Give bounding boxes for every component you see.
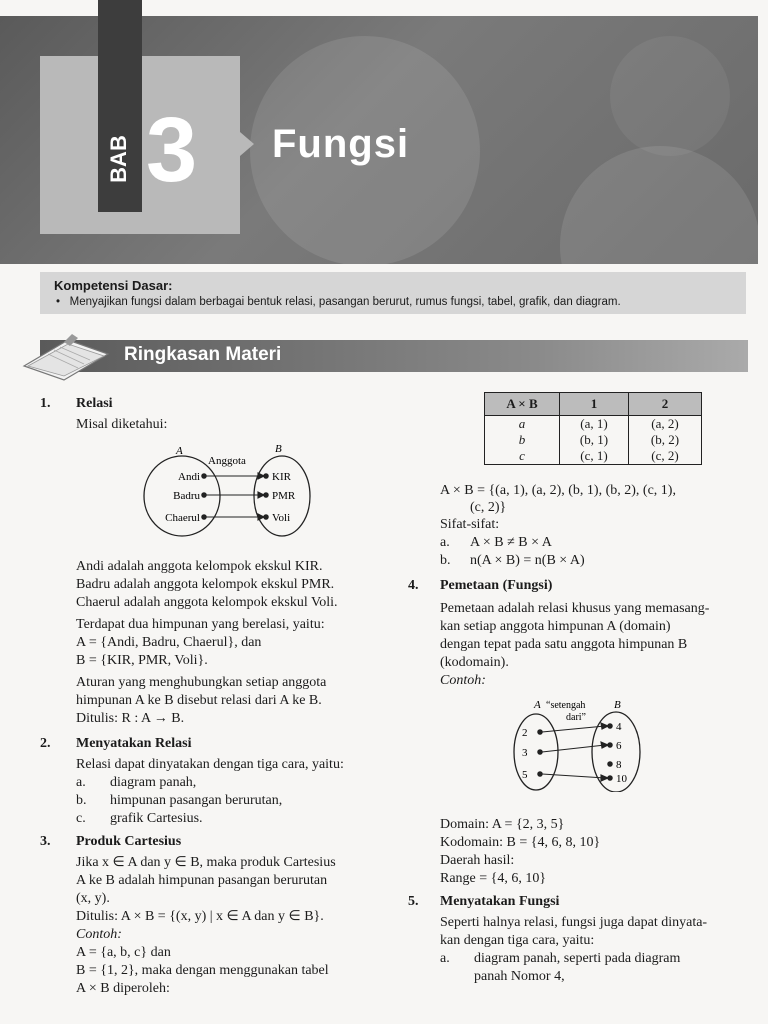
table-header: 1 [560, 393, 629, 416]
set-a-item: Chaerul [165, 512, 200, 524]
paragraph-line: A = {a, b, c} dan [76, 945, 171, 960]
section-3-title: Produk Cartesius [76, 834, 182, 849]
mapping-caption: dari” [566, 712, 586, 723]
set-b-item: PMR [272, 490, 296, 502]
paragraph-line: B = {1, 2}, maka dengan menggunakan tabel [76, 963, 329, 978]
set-a-item: Badru [173, 490, 200, 502]
table-row [485, 416, 702, 465]
diagram-arrow-label: Anggota [208, 455, 246, 467]
paragraph-line: Chaerul adalah anggota kelompok ekskul Voli. [76, 595, 338, 610]
paragraph-line: A × B diperoleh: [76, 981, 170, 996]
set-a-item: Andi [178, 471, 200, 483]
list-marker: a. [76, 775, 86, 790]
list-marker: b. [440, 553, 451, 568]
mapping-b-label: B [614, 699, 621, 711]
list-marker: a. [440, 535, 450, 550]
set-a-ellipse [514, 714, 558, 790]
chapter-title: Fungsi [272, 122, 410, 166]
set-b-item: 6 [616, 740, 622, 752]
axb-result: (c, 2)} [470, 500, 507, 515]
table-header-row [485, 393, 702, 416]
table-header: 2 [629, 393, 702, 416]
list-item: n(A × B) = n(B × A) [470, 553, 585, 568]
paragraph-line: A ke B adalah himpunan pasangan berurutan [76, 873, 328, 888]
contoh-label: Contoh: [76, 927, 122, 942]
section-5-number: 5. [408, 894, 419, 909]
list-item: himpunan pasangan berurutan, [110, 793, 283, 808]
section-1-title: Relasi [76, 396, 113, 411]
paragraph-line: kan dengan tiga cara, yaitu: [440, 933, 595, 948]
paragraph-line: Terdapat dua himpunan yang berelasi, yaitu: [76, 617, 325, 632]
paragraph-line: Jika x ∈ A dan y ∈ B, maka produk Cartesius [76, 855, 336, 870]
kompetensi-item: • Menyajikan fungsi dalam berbagai bentuk relasi, pasangan berurut, rumus fungsi, tabel, grafik, dan diagram. [56, 296, 621, 308]
paragraph-line: Andi adalah anggota kelompok ekskul KIR. [76, 559, 323, 574]
contoh-label: Contoh: [440, 673, 486, 688]
set-b-item: 8 [616, 759, 622, 771]
set-b-item: 4 [616, 721, 622, 733]
set-b-item: KIR [272, 471, 291, 483]
paragraph-line: Aturan yang menghubungkan setiap anggota [76, 675, 327, 690]
paragraph-line: (kodomain). [440, 655, 509, 670]
chapter-arrow [240, 132, 254, 156]
paragraph-line: A = {Andi, Badru, Chaerul}, dan [76, 635, 262, 650]
set-a-item: 3 [522, 747, 528, 759]
section-2-number: 2. [40, 736, 51, 751]
kompetensi-title: Kompetensi Dasar: [54, 278, 173, 293]
cartesian-table [484, 392, 702, 465]
paragraph-line: Daerah hasil: [440, 853, 515, 868]
paragraph-line: Ditulis: A × B = {(x, y) | x ∈ A dan y ∈ B}. [76, 909, 324, 924]
paragraph-line: Relasi dapat dinyatakan dengan tiga cara, yaitu: [76, 757, 344, 772]
paragraph-line: Range = {4, 6, 10} [440, 871, 547, 886]
set-a-item: 5 [522, 769, 528, 781]
list-item: diagram panah, [110, 775, 197, 790]
list-marker: b. [76, 793, 87, 808]
book-icon [18, 332, 114, 382]
diagram-b-label: B [275, 443, 282, 455]
paragraph-line: (x, y). [76, 891, 110, 906]
list-item: grafik Cartesius. [110, 811, 203, 826]
kompetensi-box [40, 272, 746, 314]
section-1-intro: Misal diketahui: [76, 417, 168, 432]
list-marker: a. [440, 951, 450, 966]
paragraph-line: Pemetaan adalah relasi khusus yang memasang- [440, 601, 710, 616]
section-4-number: 4. [408, 578, 419, 593]
set-b-item: 10 [616, 773, 627, 785]
paragraph-line: himpunan A ke B disebut relasi dari A ke B. [76, 693, 322, 708]
list-item: A × B ≠ B × A [470, 535, 552, 550]
section-title: Ringkasan Materi [124, 344, 282, 365]
diagram-a-label: A [176, 445, 183, 457]
table-cell: a b c [485, 416, 560, 465]
table-cell: (a, 2) (b, 2) (c, 2) [629, 416, 702, 465]
paragraph-line: Badru adalah anggota kelompok ekskul PMR. [76, 577, 335, 592]
list-item: panah Nomor 4, [474, 969, 565, 984]
paragraph-line: kan setiap anggota himpunan A (domain) [440, 619, 671, 634]
relation-diagram [138, 440, 318, 544]
paragraph-line: Seperti halnya relasi, fungsi juga dapat dinyata- [440, 915, 708, 930]
mapping-a-label: A [534, 699, 541, 711]
mapping-diagram [506, 696, 656, 792]
chapter-number: 3 [146, 99, 198, 201]
list-marker: c. [76, 811, 86, 826]
paragraph-line: dengan tepat pada satu anggota himpunan B [440, 637, 688, 652]
section-4-title: Pemetaan (Fungsi) [440, 578, 553, 593]
paragraph-line: Kodomain: B = {4, 6, 8, 10} [440, 835, 601, 850]
mapping-caption: “setengah [546, 700, 586, 711]
table-cell: (a, 1) (b, 1) (c, 1) [560, 416, 629, 465]
set-a-item: 2 [522, 727, 528, 739]
set-b-item: Voli [272, 512, 291, 524]
section-1-number: 1. [40, 396, 51, 411]
sifat-title: Sifat-sifat: [440, 517, 500, 532]
list-item: diagram panah, seperti pada diagram [474, 951, 681, 966]
chapter-label: BAB [106, 135, 132, 183]
section-5-title: Menyatakan Fungsi [440, 894, 560, 909]
paragraph-line: B = {KIR, PMR, Voli}. [76, 653, 208, 668]
paragraph-line: Ditulis: R : A → B. [76, 711, 185, 726]
paragraph-line: Domain: A = {2, 3, 5} [440, 817, 565, 832]
section-2-title: Menyatakan Relasi [76, 736, 192, 751]
table-header: A × B [485, 393, 560, 416]
axb-result: A × B = {(a, 1), (a, 2), (b, 1), (b, 2), (c, 1), [440, 483, 676, 498]
section-3-number: 3. [40, 834, 51, 849]
